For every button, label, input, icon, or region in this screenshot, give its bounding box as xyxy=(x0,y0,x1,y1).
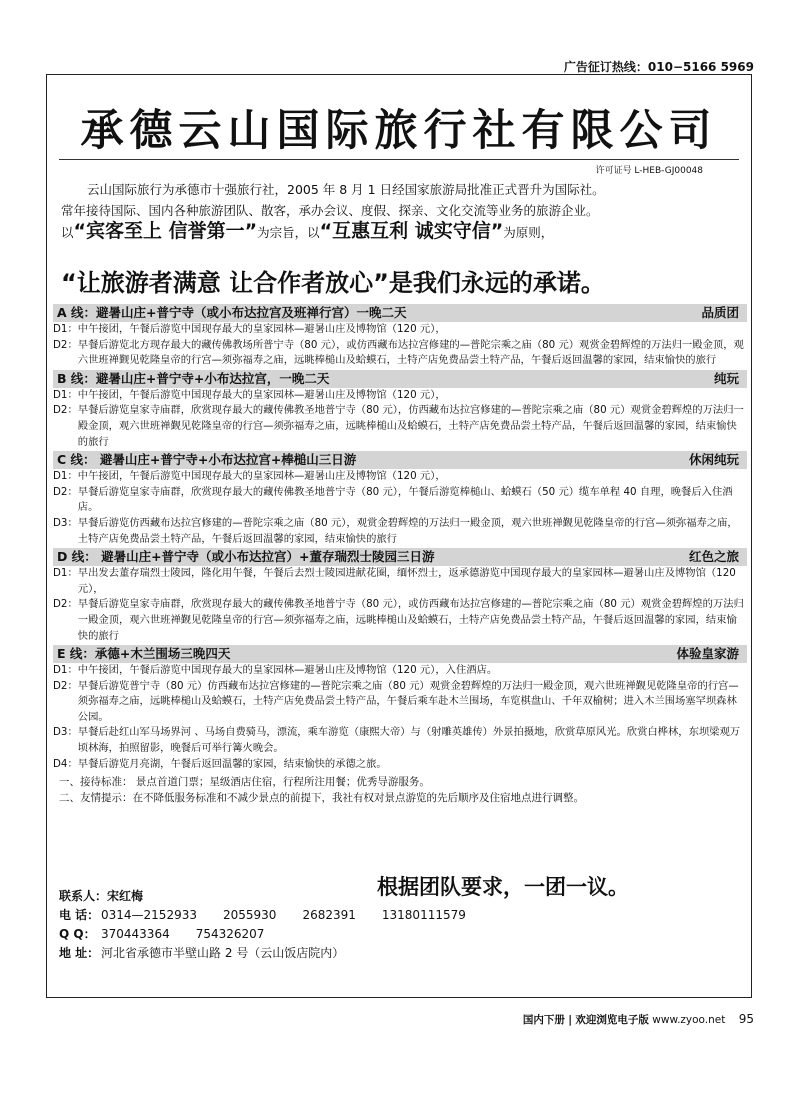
day-text: 早餐后游览仿西藏布达拉宫修建的—普陀宗乘之庙（80 元），观赏金碧辉煌的万法归一殿金顶，观六世班禅觐见乾隆皇帝的行宫—须弥福寿之庙，土特产店免费品尝土特产品，午餐后返回温馨的家园，结束愉快的旅行 xyxy=(77,516,738,545)
day-item xyxy=(53,725,747,756)
qq-number: 754326207 xyxy=(195,927,265,941)
note-standard: 一、接待标准： 景点首道门票；星级酒店住宿，行程所注用餐；优秀导游服务。 xyxy=(59,776,430,789)
contact-info xyxy=(59,887,492,963)
intro-line-1: 云山国际旅行为承德市十强旅行社，2005 年 8 月 1 日经国家旅游局批准正式晋升为国际社。 xyxy=(87,182,605,197)
route-e xyxy=(53,645,747,772)
route-tag: 纯玩 xyxy=(713,370,739,386)
day-label: D2： xyxy=(53,404,78,417)
phone-row xyxy=(59,906,492,925)
contact-person: 宋红梅 xyxy=(107,889,144,903)
day-item xyxy=(53,663,747,679)
day-text: 早餐后游览月亮湖，午餐后返回温馨的家园，结束愉快的承德之旅。 xyxy=(77,757,387,770)
footer-section: 国内下册 xyxy=(522,1014,565,1026)
day-label: D2： xyxy=(53,485,78,498)
route-tag: 体验皇家游 xyxy=(676,646,739,662)
contact-person-row xyxy=(59,887,492,906)
service-notes xyxy=(53,774,747,806)
motto-2: “互惠互利 诚实守信” xyxy=(319,220,504,242)
day-item xyxy=(53,516,747,547)
address-row xyxy=(59,944,492,963)
license-number: 许可证号 L-HEB-GJ00048 xyxy=(595,166,703,176)
day-item xyxy=(53,388,747,404)
route-b xyxy=(53,370,747,450)
page-number: 95 xyxy=(738,1012,754,1026)
ad-frame xyxy=(46,74,752,998)
day-label: D1： xyxy=(53,388,78,401)
day-label: D1： xyxy=(53,323,78,335)
phone-number[interactable]: 13180111579 xyxy=(381,908,466,922)
phone-label: 电 话： xyxy=(59,908,100,922)
route-tag: 休闲纯玩 xyxy=(688,452,739,468)
intro-text: 以 xyxy=(61,225,74,240)
intro xyxy=(61,179,739,243)
day-label: D3： xyxy=(53,726,78,739)
day-label: D2： xyxy=(53,598,78,611)
company-title: 承德云山国际旅行社有限公司 xyxy=(80,106,718,156)
note-tip: 二、友情提示：在不降低服务标准和不减少景点的前提下，我社有权对景点游览的先后顺序及住宿地点进行调整。 xyxy=(59,792,584,805)
day-item xyxy=(53,597,747,644)
phone-number[interactable]: 2682391 xyxy=(302,908,356,922)
day-item xyxy=(53,566,747,597)
day-text: 中午接团，午餐后游览中国现存最大的皇家园林—避暑山庄及博物馆（120 元），入住酒店。 xyxy=(77,664,498,677)
intro-line-3 xyxy=(61,221,739,243)
day-label: D1： xyxy=(53,470,78,483)
route-a xyxy=(53,304,747,369)
address: 河北省承德市半壁山路 2 号（云山饭店院内） xyxy=(101,946,345,960)
qq-number: 370443364 xyxy=(101,927,170,941)
footer-website[interactable]: www.zyoo.net xyxy=(652,1014,726,1026)
day-text: 早餐后游览普宁寺（80 元）仿西藏布达拉宫修建的—普陀宗乘之庙（80 元）观赏金碧辉煌的万法归一殿金顶，观六世班禅觐见乾隆皇帝的行宫—须弥福寿之庙，远眺棒槌山及蛤蟆石，土特产店免费品尝土特产品，午餐后乘车赴木兰围场，车览棋盘山、千年双榆树；进入木兰围场塞罕坝森林公园。 xyxy=(77,679,739,723)
route-title: D 线： 避暑山庄+普宁寺（或小布达拉宫）+董存瑞烈士陵园三日游 xyxy=(57,549,435,565)
route-header xyxy=(53,645,747,663)
day-item xyxy=(53,403,747,450)
day-item xyxy=(53,679,747,726)
day-label: D2： xyxy=(53,338,78,351)
day-text: 中午接团，午餐后游览中国现存最大的皇家园林—避暑山庄及博物馆（120 元）， xyxy=(77,388,446,401)
route-tag: 品质团 xyxy=(701,305,739,320)
ad-hotline: 广告征订热线：010−5166 5969 xyxy=(563,60,754,74)
day-label: D3： xyxy=(53,516,78,529)
title-divider xyxy=(59,159,739,160)
phone-number[interactable]: 2055930 xyxy=(222,908,277,922)
address-label: 地 址： xyxy=(59,946,100,960)
intro-text: 为宗旨，以 xyxy=(257,225,320,240)
day-item xyxy=(53,338,747,369)
day-text: 中午接团，午餐后游览中国现存最大的皇家园林—避暑山庄及博物馆（120 元）， xyxy=(77,323,446,335)
day-label: D4： xyxy=(53,757,78,770)
day-text: 早餐后游览皇家寺庙群，欣赏现存最大的藏传佛教圣地普宁寺（80 元），或仿西藏布达拉宫修建的—普陀宗乘之庙（80 元）观赏金碧辉煌的万法归一殿金顶，观六世班禅觐见乾隆皇帝的行宫—须弥福寿之庙，远眺棒槌山及蛤蟆石，土特产店免费品尝土特产品，午餐后返回温馨的家园，结束愉快的旅行 xyxy=(77,598,744,642)
day-item xyxy=(53,469,747,485)
route-header xyxy=(53,451,747,469)
day-text: 早出发去董存瑞烈士陵园，隆化用午餐，午餐后去烈士陵园进献花圈，缅怀烈士，返承德游览中国现存最大的皇家园林—避暑山庄及博物馆（120 元）， xyxy=(77,567,736,595)
motto-1: “宾客至上 信誉第一” xyxy=(73,220,258,242)
footer-separator: | xyxy=(568,1014,573,1026)
page-footer xyxy=(523,1012,754,1027)
footer-tagline: 欢迎浏览电子版 xyxy=(575,1014,649,1026)
contact-person-label: 联系人： xyxy=(59,889,108,903)
day-item xyxy=(53,322,747,338)
route-list xyxy=(53,303,747,806)
route-title: B 线：避暑山庄+普宁寺+小布达拉宫，一晚二天 xyxy=(57,370,330,386)
route-c xyxy=(53,451,747,547)
route-d xyxy=(53,548,747,644)
route-tag: 红色之旅 xyxy=(688,549,739,565)
day-label: D2： xyxy=(53,679,78,692)
slogan: “让旅游者满意 让合作者放心”是我们永远的承诺。 xyxy=(61,269,605,297)
route-header xyxy=(53,304,747,322)
route-header xyxy=(53,370,747,388)
custom-tour-slogan: 根据团队要求，一团一议。 xyxy=(377,874,629,899)
qq-row xyxy=(59,925,492,944)
day-text: 中午接团，午餐后游览中国现存最大的皇家园林—避暑山庄及博物馆（120 元）， xyxy=(77,470,446,483)
day-label: D1： xyxy=(53,567,78,580)
route-title: C 线： 避暑山庄+普宁寺+小布达拉宫+棒槌山三日游 xyxy=(57,452,357,468)
day-text: 早餐后游览皇家寺庙群，欣赏现存最大的藏传佛教圣地普宁寺（80 元），午餐后游览棒槌山、蛤蟆石（50 元）缆车单程 40 自理，晚餐后入住酒店。 xyxy=(77,485,733,514)
intro-text: 为原则， xyxy=(503,225,554,240)
route-title: E 线：承德+木兰围场三晚四天 xyxy=(57,646,231,662)
route-title: A 线：避暑山庄+普宁寺（或小布达拉宫及班禅行宫）一晚二天 xyxy=(57,305,407,320)
day-item xyxy=(53,757,747,773)
route-header xyxy=(53,548,747,566)
day-item xyxy=(53,485,747,516)
day-text: 早餐后游览北方现存最大的藏传佛教场所普宁寺（80 元），或仿西藏布达拉宫修建的—普陀宗乘之庙（80 元）观赏金碧辉煌的万法归一殿金顶，观六世班禅觐见乾隆皇帝的行宫—须弥福寿之庙，远眺棒槌山及蛤蟆石，土特产店免费品尝土特产品，午餐后返回温馨的家园，结束愉快的旅行 xyxy=(77,338,744,367)
phone-number[interactable]: 0314—2152933 xyxy=(101,908,197,922)
day-text: 早餐后赴红山军马场界河 、马场自费骑马，漂流，乘车游览（康熙大帝）与（射雕英雄传）外景拍摄地，欣赏草原风光。欣赏白桦林，东坝梁观万顷林海，拍照留影，晚餐后可举行篝火晚会。 xyxy=(77,726,741,755)
day-text: 早餐后游览皇家寺庙群，欣赏现存最大的藏传佛教圣地普宁寺（80 元），仿西藏布达拉宫修建的—普陀宗乘之庙（80 元）观赏金碧辉煌的万法归一殿金顶，观六世班禅觐见乾隆皇帝的行宫—须弥福寿之庙，远眺棒槌山及蛤蟆石，土特产店免费品尝土特产品，午餐后返回温馨的家园，结束愉快的旅行 xyxy=(77,404,744,448)
day-label: D1： xyxy=(53,664,78,677)
intro-line-2: 常年接待国际、国内各种旅游团队、散客，承办会议、度假、探亲、文化交流等业务的旅游企业。 xyxy=(61,203,599,218)
qq-label: Q Q： xyxy=(59,927,96,941)
